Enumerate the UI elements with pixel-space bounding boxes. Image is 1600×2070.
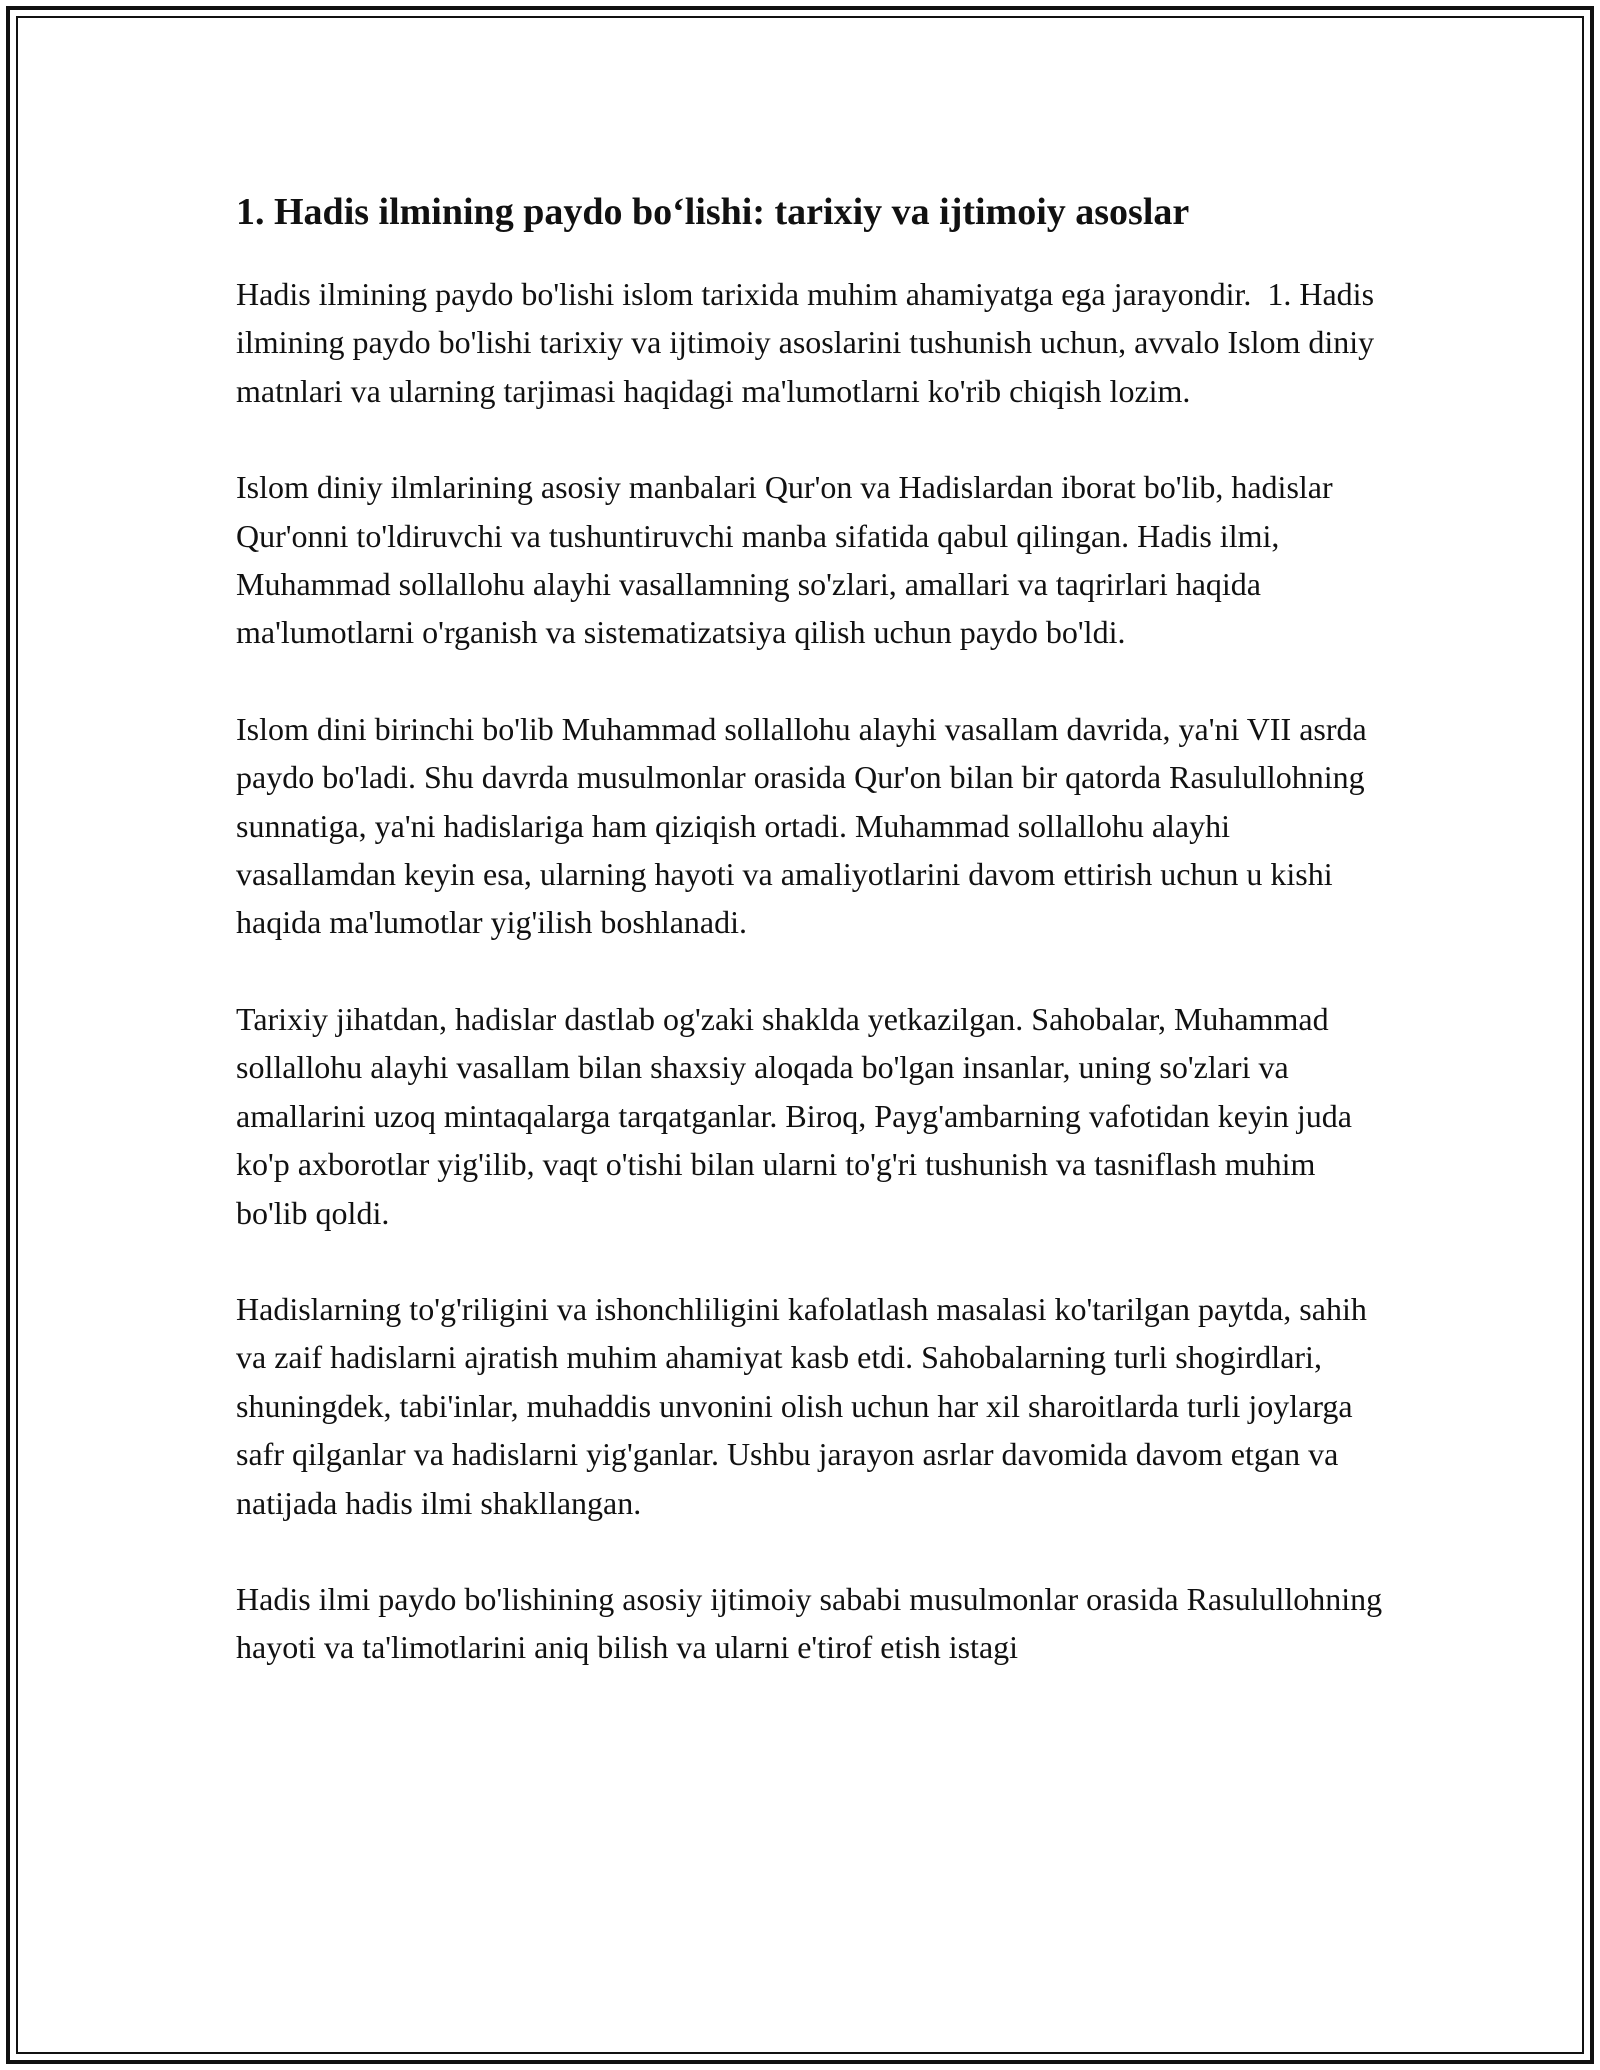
paragraph-5: Hadislarning to'g'riligini va ishonchliligini kafolatlash masalasi ko'tarilgan paytda, sahih va zaif hadislarni ajratish muhim ahamiyat kasb etdi. Sahobalarning turli shogirdlari, shuningdek, tabi'inlar, muhaddis unvonini olish uchun har xil sharoitlarda turli joylarga safr qilganlar va hadislarni yig'ganlar. Ushbu jarayon asrlar davomida davom etgan va natijada hadis ilmi shakllangan. (236, 1290, 1375, 1521)
document-body (236, 186, 1391, 1720)
paragraph-3: Islom dini birinchi bo'lib Muhammad sollallohu alayhi vasallam davrida, ya'ni VII asrda paydo bo'ladi. Shu davrda musulmonlar orasida Qur'on bilan bir qatorda Rasulullohning sunnatiga, ya'ni hadislariga ham qiziqish ortadi. Muhammad sollallohu alayhi vasallamdan keyin esa, ularning hayoti va amaliyotlarini davom ettirish uchun u kishi haqida ma'lumotlar yig'ilish boshlanadi. (236, 710, 1375, 941)
paragraph-2: Islom diniy ilmlarining asosiy manbalari Qur'on va Hadislardan iborat bo'lib, hadislar Qur'onni to'ldiruvchi va tushuntiruvchi manba sifatida qabul qilingan. Hadis ilmi, Muhammad sollallohu alayhi vasallamning so'zlari, amallari va taqrirlari haqida ma'lumotlarni o'rganish va sistematizatsiya qilish uchun paydo bo'ldi. (236, 469, 1341, 651)
paragraph-4: Tarixiy jihatdan, hadislar dastlab og'zaki shaklda yetkazilgan. Sahobalar, Muhammad sollallohu alayhi vasallam bilan shaxsiy aloqada bo'lgan insanlar, uning so'zlari va amallarini uzoq mintaqalarga tarqatganlar. Biroq, Payg'ambarning vafotidan keyin juda ko'p axborotlar yig'ilib, vaqt o'tishi bilan ularni to'g'ri tushunish va tasniflash muhim bo'lib qoldi. (236, 1000, 1360, 1231)
paragraph-1: Hadis ilmining paydo bo'lishi islom tarixida muhim ahamiyatga ega jarayondir. 1. Hadis ilmining paydo bo'lishi tarixiy va ijtimoiy asoslarini tushunish uchun, avvalo Islom diniy matnlari va ularning tarjimasi haqidagi ma'lumotlarni ko'rib chiqish lozim. (236, 276, 1383, 409)
section-heading: 1. Hadis ilmining paydo boʻlishi: tarixiy va ijtimoiy asoslar (236, 191, 1190, 233)
paragraph-6: Hadis ilmi paydo bo'lishining asosiy ijtimoiy sababi musulmonlar orasida Rasulullohning hayoti va ta'limotlarini aniq bilish va ularni e'tirof etish istagi (236, 1580, 1391, 1666)
